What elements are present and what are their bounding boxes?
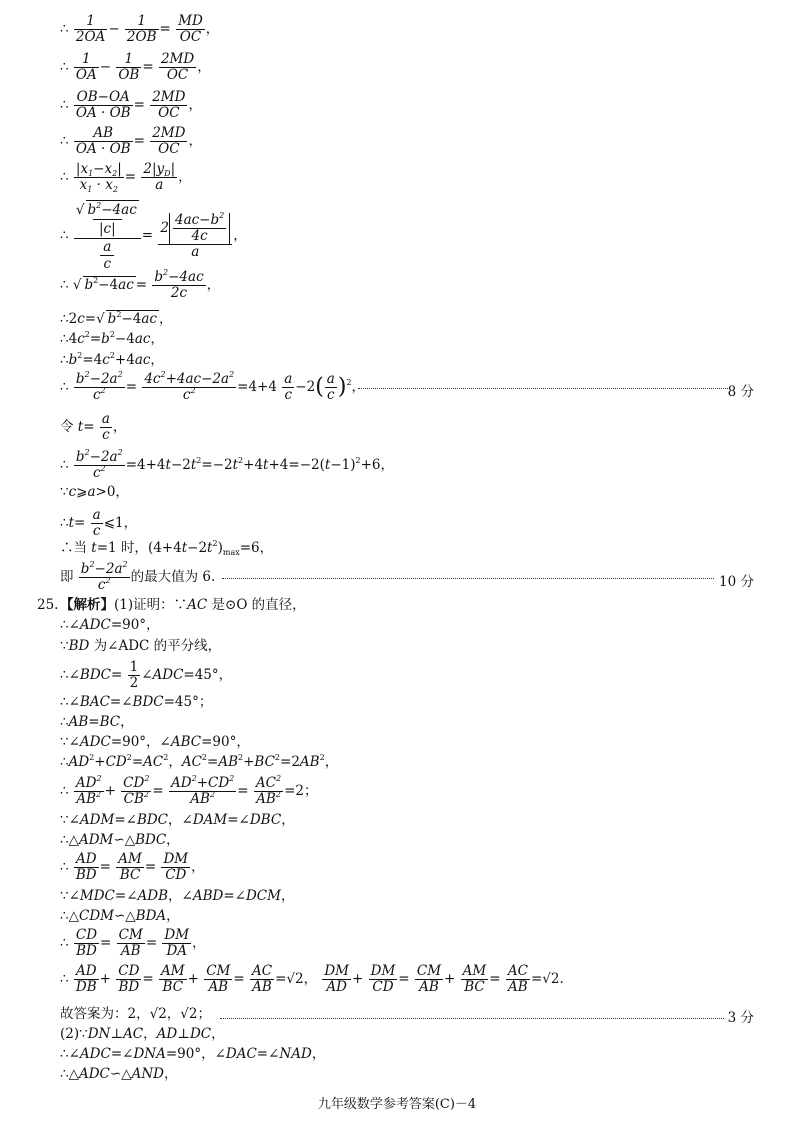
question-number: 25. [37,597,59,613]
eq-line-17: 即 $\frac{b^2-2a^2}{c^2}$ 的最大值为 6. [60,560,216,593]
eq-line-16: ∴当 t=1 时，$(4+4t-2t^2)_{max}=6$， [60,539,274,557]
eq-line-29: ∵∠MDC=∠ADB，∠ABD=∠DCM， [60,888,295,904]
eq-line-14: ∵c⩾a>0， [60,484,129,500]
dotted-leader [222,578,714,579]
dotted-leader [358,388,730,389]
eq-line-6: ∴ √ $b^2-4ac$ |c| a c = 2 $\frac{4ac-b^2}{4c}$ a ， [60,201,247,272]
score-label: 8 分 [727,384,754,400]
eq-line-24: $\therefore AD^2+CD^2=AC^2$，$AC^2=AB^2+BC^2=2AB^2$， [60,753,339,770]
eq-line-33: (2)∵DN⊥AC，AD⊥DC， [60,1026,225,1042]
eq-line-34: ∴∠ADC=∠DNA=90°，∠DAC=∠NAD， [60,1046,326,1062]
eq-line-7: ∴ √ $b^2-4ac$ = $\frac{b^2-4ac}{2c}$ ， [60,268,221,301]
eq-line-10: $\therefore b^2=4c^2+4ac$， [60,351,164,368]
eq-line-27: ∴△ADM∽△BDC， [60,832,180,848]
eq-line-28: ∴ $\frac{AD}{BD}$ = $\frac{AM}{BC}$ = $\frac{DM}{CD}$ ， [60,851,205,883]
answer-line: 故答案为：2，√2，√2； [60,1006,211,1022]
eq-line-31: ∴ $\frac{CD}{BD}$ = $\frac{CM}{AB}$ = $\frac{DM}{DA}$ ， [60,927,206,959]
score-label: 10 分 [719,574,754,590]
score-label: 3 分 [727,1010,754,1026]
eq-line-23: ∵∠ADC=90°，∠ABC=90°， [60,734,250,750]
dotted-leader [220,1018,724,1019]
eq-line-12: 令 t= $\frac{a}{c}$ ， [60,411,127,443]
eq-line-30: ∴△CDM∽△BDA， [60,908,180,924]
eq-line-9: $\therefore 4c^2=b^2-4ac$， [60,330,164,347]
q25-intro: 【解析】(1)证明：∵AC 是⊙O 的直径， [60,597,306,613]
eq-line-26: ∵∠ADM=∠BDC，∠DAM=∠DBC， [60,812,295,828]
eq-line-22: ∴AB=BC， [60,714,134,730]
page-footer: 九年级数学参考答案(C)－4 [317,1097,477,1112]
eq-line-1: ∴ $\frac{1}{2OA}$ − $\frac{1}{2OB}$ = $\frac{MD}{OC}$ ， [60,13,220,45]
eq-line-18: ∴∠ADC=90°， [60,617,160,633]
eq-line-13: ∴ $\frac{b^2-2a^2}{c^2}$ $=4+4t-2t^2=-2t^2+4t+4=-2(t-1)^2+6$， [60,448,394,481]
eq-line-5: ∴ $\frac{|x_1-x_2|}{x_1 \cdot x_2}$ = $\frac{2|y_D|}{a}$ ， [60,161,192,194]
eq-line-21: ∴∠BAC=∠BDC=45°； [60,694,213,710]
eq-line-11: ∴ $\frac{b^2-2a^2}{c^2}$ = $\frac{4c^2+4ac-2a^2}{c^2}$ =4+4 $\frac{a}{c}$ −2( $\frac{a}{c}$ )$^2$， [60,370,366,403]
eq-line-32: ∴ $\frac{AD}{DB}$ + $\frac{CD}{BD}$ = $\frac{AM}{BC}$ + $\frac{CM}{AB}$ = $\frac{AC}{AB}$ =√2， $\frac{DM}{AD}$ + $\frac{DM}{CD}$ = $\frac{CM}{AB}$ + $\frac{AM}{BC}$ = $\frac{AC}{AB}$ =√2. [60,963,564,995]
eq-line-35: ∴△ADC∽△AND， [60,1066,178,1082]
eq-line-3: ∴ $\frac{OB-OA}{OA \cdot OB}$ = $\frac{2MD}{OC}$ ， [60,89,202,121]
eq-line-25: ∴ $\frac{AD^2}{AB^2}$ + $\frac{CD^2}{CB^2}$ = $\frac{AD^2+CD^2}{AB^2}$ = $\frac{AC^2}{AB^2}$ =2； [60,774,318,807]
eq-line-2: ∴ $\frac{1}{OA}$ − $\frac{1}{OB}$ = $\frac{2MD}{OC}$ ， [60,51,211,83]
eq-line-4: ∴ $\frac{AB}{OA \cdot OB}$ = $\frac{2MD}{OC}$ ， [60,125,202,157]
eq-line-15: ∴t= $\frac{a}{c}$ ⩽1， [60,507,138,539]
eq-line-19: ∵BD 为∠ADC 的平分线， [60,638,222,654]
eq-line-8: ∴2c=√ $b^2-4ac$ ， [60,310,173,327]
eq-line-20: ∴∠BDC= $\frac{1}{2}$ ∠ADC=45°， [60,659,233,691]
